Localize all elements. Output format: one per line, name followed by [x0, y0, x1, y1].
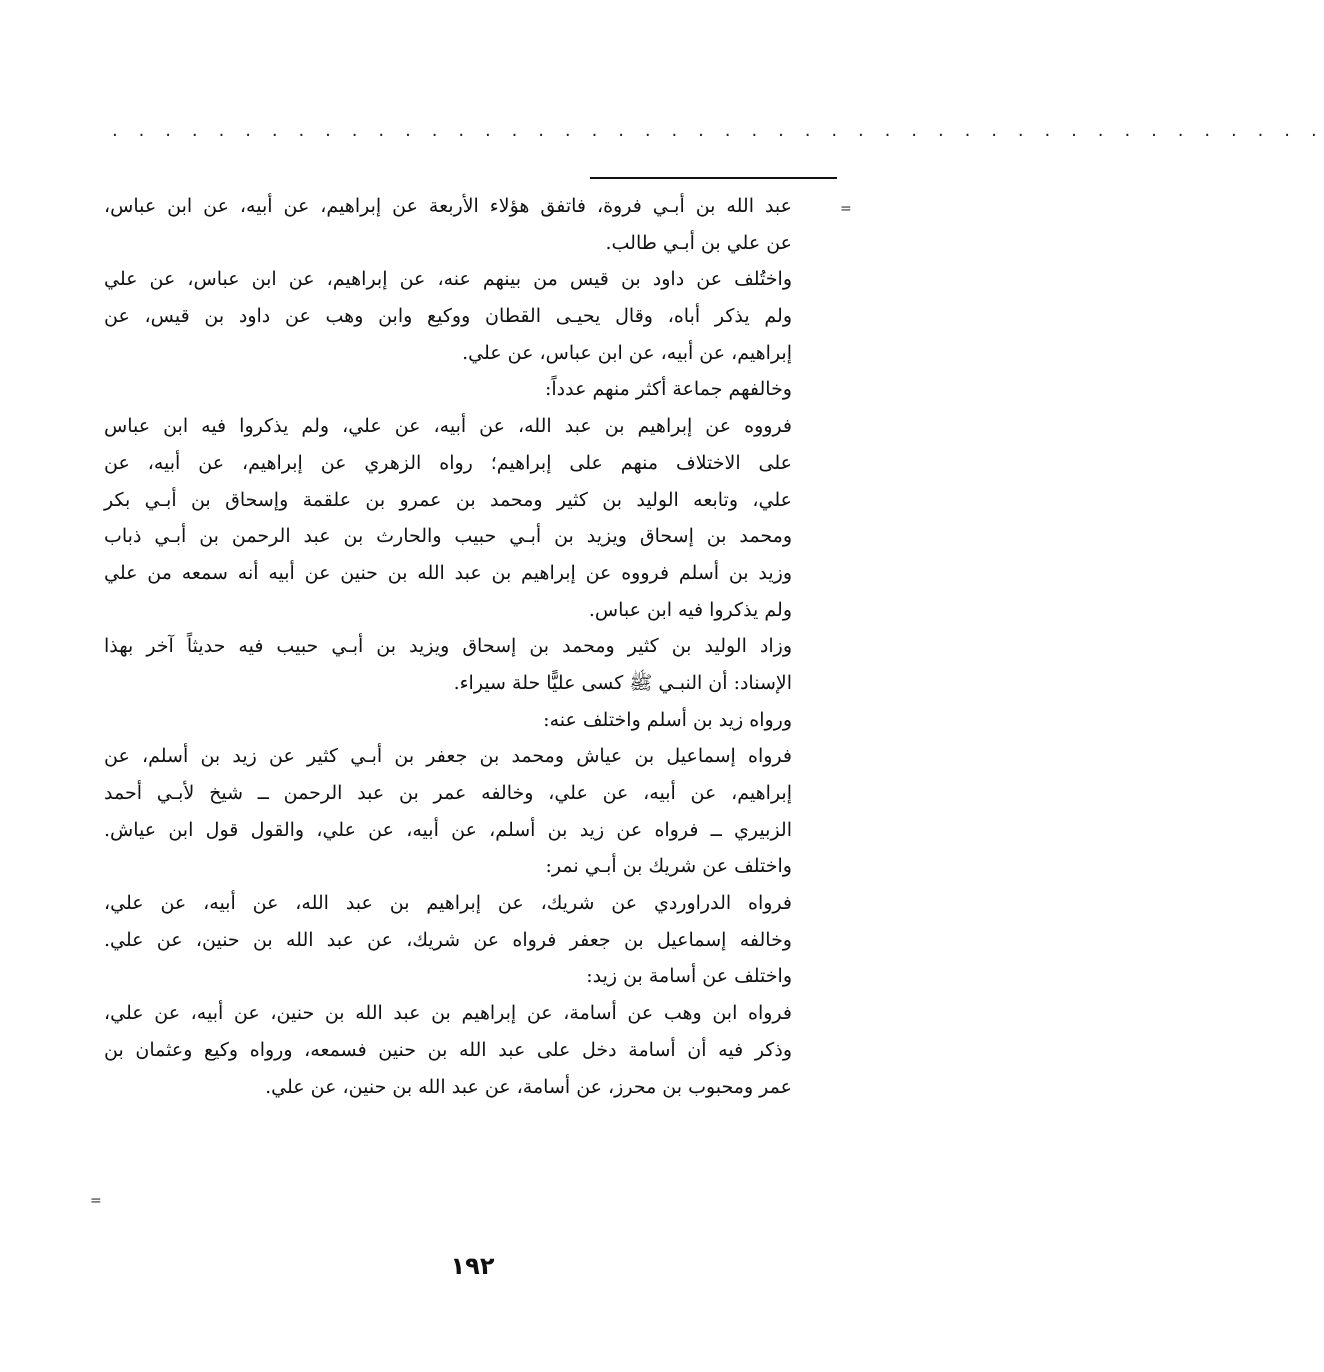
body-text [104, 188, 792, 1105]
text-line: واختلف عن أسامة بن زيد: [586, 965, 792, 988]
text-line: فرواه ابن وهب عن أسامة، عن إبراهيم بن عبد الله بن حنين، عن أبيه، عن علي، [104, 1002, 792, 1025]
text-line: الزبيري ــ فرواه عن زيد بن أسلم، عن أبيه، عن علي، والقول قول ابن عياش. [104, 818, 792, 841]
text-line: عن علي بن أبـي طالب. [605, 231, 792, 254]
text-line: وزيد بن أسلم فرووه عن إبراهيم بن عبد الله بن حنين عن أبيه أنه سمعه من علي [104, 561, 792, 584]
text-line: ورواه زيد بن أسلم واختلف عنه: [543, 708, 792, 731]
text-line: فرواه إسماعيل بن عياش ومحمد بن جعفر بن أبـي كثير عن زيد بن أسلم، عن [104, 745, 792, 768]
text-line: ولم يذكر أباه، وقال يحيـى القطان ووكيع وابن وهب عن داود بن قيس، عن [104, 305, 792, 328]
text-line: إبراهيم، عن أبيه، عن علي، وخالفه عمر بن عبد الرحمن ــ شيخ لأبـي أحمد [104, 782, 792, 804]
text-line: فرووه عن إبراهيم بن عبد الله، عن أبيه، عن علي، ولم يذكروا فيه ابن عباس [104, 415, 792, 438]
text-line: على الاختلاف منهم على إبراهيم؛ رواه الزهري عن إبراهيم، عن أبيه، عن [104, 451, 792, 474]
text-line: وخالفهم جماعة أكثر منهم عدداً: [544, 378, 792, 401]
text-line: فرواه الدراوردي عن شريك، عن إبراهيم بن عبد الله، عن أبيه، عن علي، [104, 892, 792, 915]
text-line: إبراهيم، عن أبيه، عن ابن عباس، عن علي. [462, 341, 792, 364]
text-line: واختُلف عن داود بن قيس من بينهم عنه، عن إبراهيم، عن ابن عباس، عن علي [104, 268, 792, 291]
text-line: الإسناد: أن النبـي ﷺ كسى عليًّا حلة سيراء. [453, 671, 792, 694]
text-line: وخالفه إسماعيل بن جعفر فرواه عن شريك، عن عبد الله بن حنين، عن علي. [104, 928, 792, 951]
text-line: ولم يذكروا فيه ابن عباس. [588, 598, 792, 621]
text-line: عمر ومحبوب بن محرز، عن أسامة، عن عبد الله بن حنين، عن علي. [265, 1075, 792, 1098]
text-line: ومحمد بن إسحاق ويزيد بن أبـي حبيب والحارث بن عبد الرحمن بن أبـي ذباب [104, 525, 792, 548]
separator-dots: . . . . . . . . . . . . . . . . . . . . . . . . . . . . . . . . . . . . . . . . . . . . . . [112, 120, 1324, 141]
text-line: واختلف عن شريك بن أبـي نمر: [545, 855, 792, 878]
text-line: علي، وتابعه الوليد بن كثير ومحمد بن عمرو بن علقمة وإسحاق بن أبـي بكر [104, 488, 792, 511]
margin-mark-bottom: = [90, 1193, 102, 1209]
text-line: وزاد الوليد بن كثير ومحمد بن إسحاق ويزيد بن أبـي حبيب فيه حديثاً آخر بهذا [104, 635, 792, 658]
footnote-rule [590, 177, 837, 179]
margin-mark-top: = [840, 201, 852, 217]
text-line: وذكر فيه أن أسامة دخل على عبد الله بن حنين فسمعه، ورواه وكيع وعثمان بن [104, 1038, 792, 1061]
text-line: عبد الله بن أبـي فروة، فاتفق هؤلاء الأربعة عن إبراهيم، عن أبيه، عن ابن عباس، [104, 195, 792, 217]
page-number: ١٩٢ [450, 1252, 495, 1280]
